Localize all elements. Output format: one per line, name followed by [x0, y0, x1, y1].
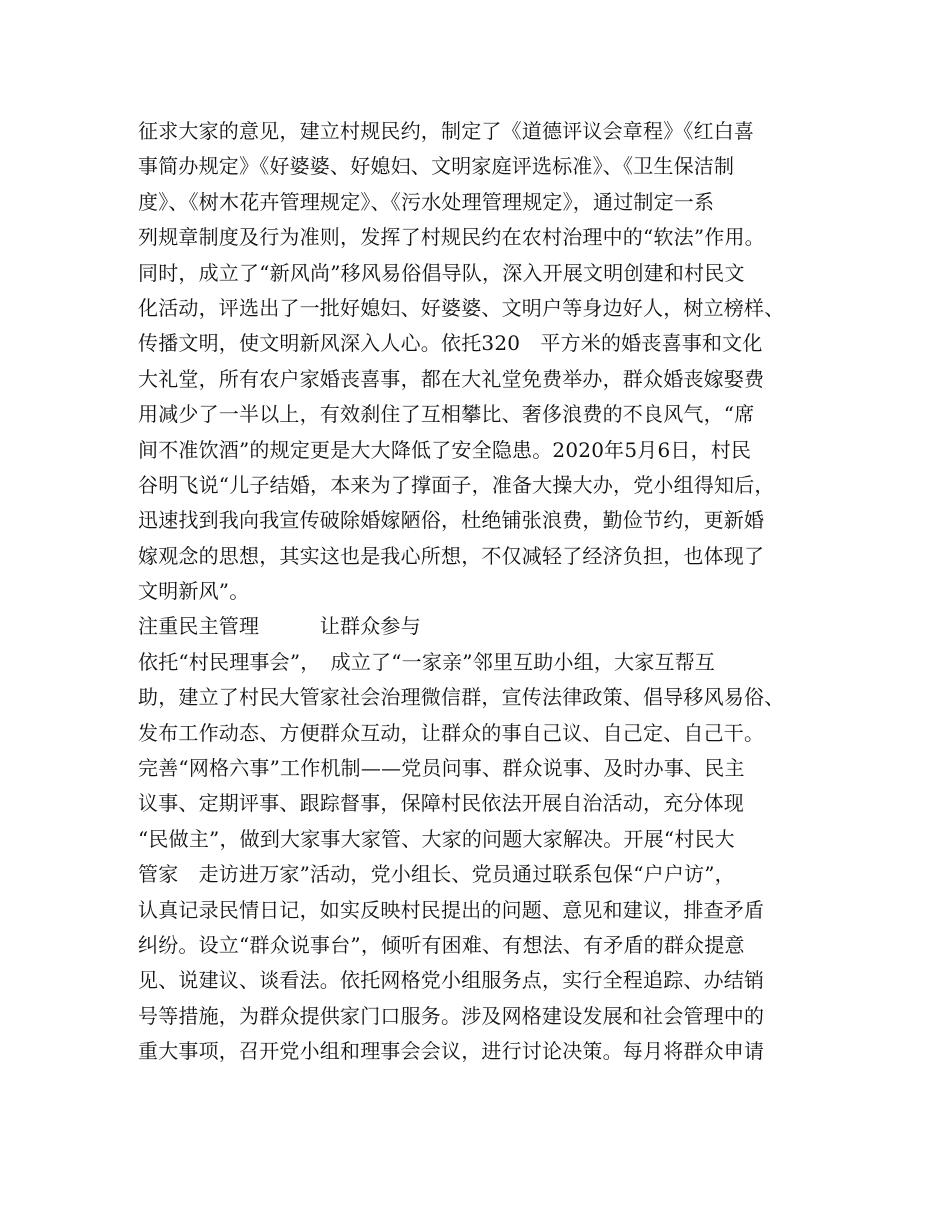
text-line: 号等措施，为群众提供家门口服务。涉及网格建设发展和社会管理中的	[138, 1003, 765, 1028]
text-line: 迅速找到我向我宣传破除婚嫁陋俗，杜绝铺张浪费，勤俭节约，更新婚	[138, 508, 765, 533]
text-line: 列规章制度及行为准则，发挥了村规民约在农村治理中的“软法”作用。	[138, 225, 765, 250]
text-line: 文明新风”。	[138, 579, 250, 604]
body-text	[138, 114, 838, 1070]
text-line: 传播文明，使文明新风深入人心。依托320 平方米的婚丧喜事和文化	[138, 331, 763, 356]
text-line: 完善“网格六事”工作机制——党员问事、群众说事、及时办事、民主	[138, 756, 745, 781]
text-line: 嫁观念的思想，其实这也是我心所想，不仅减轻了经济负担，也体现了	[138, 543, 765, 568]
text-line: 度》、《树木花卉管理规定》、《污水处理管理规定》，通过制定一系	[138, 189, 715, 214]
text-line: 认真记录民情日记，如实反映村民提出的问题、意见和建议，排查矛盾	[138, 897, 765, 922]
text-line: 发布工作动态、方便群众互动，让群众的事自己议、自己定、自己干。	[138, 720, 765, 745]
text-line: 化活动，评选出了一批好媳妇、好婆婆、文明户等身边好人，树立榜样、	[138, 295, 785, 320]
text-line: 依托“村民理事会”， 成立了“一家亲”邻里互助小组，大家互帮互	[138, 649, 716, 674]
section-heading: 注重民主管理 让群众参与	[138, 614, 421, 639]
text-line: “民做主”，做到大家事大家管、大家的问题大家解决。开展“村民大	[138, 826, 735, 851]
text-line: 事简办规定》《好婆婆、好媳妇、文明家庭评选标准》、《卫生保洁制	[138, 154, 735, 179]
text-line: 管家 走访进万家”活动，党小组长、党员通过联系包保“户户访”，	[138, 862, 735, 887]
text-line: 重大事项，召开党小组和理事会会议，进行讨论决策。每月将群众申请	[138, 1039, 765, 1064]
text-line: 征求大家的意见，建立村规民约，制定了《道德评议会章程》《红白喜	[138, 119, 755, 143]
text-line: 见、说建议、谈看法。依托网格党小组服务点，实行全程追踪、办结销	[138, 968, 765, 993]
text-line: 用减少了一半以上，有效刹住了互相攀比、奢侈浪费的不良风气，“席	[138, 402, 755, 427]
text-line: 助，建立了村民大管家社会治理微信群，宣传法律政策、倡导移风易俗、	[138, 685, 785, 710]
text-line: 纠纷。设立“群众说事台”，倾听有困难、有想法、有矛盾的群众提意	[138, 932, 745, 957]
text-line: 同时，成立了“新风尚”移风易俗倡导队，深入开展文明创建和村民文	[138, 260, 745, 285]
text-line: 大礼堂，所有农户家婚丧喜事，都在大礼堂免费举办，群众婚丧嫁娶费	[138, 366, 765, 391]
text-line: 议事、定期评事、跟踪督事，保障村民依法开展自治活动，充分体现	[138, 791, 744, 816]
text-line: 谷明飞说“儿子结婚，本来为了撑面子，准备大操大办，党小组得知后，	[138, 472, 775, 497]
text-line: 间不准饮酒”的规定更是大大降低了安全隐患。2020年5月6日，村民	[138, 437, 752, 462]
